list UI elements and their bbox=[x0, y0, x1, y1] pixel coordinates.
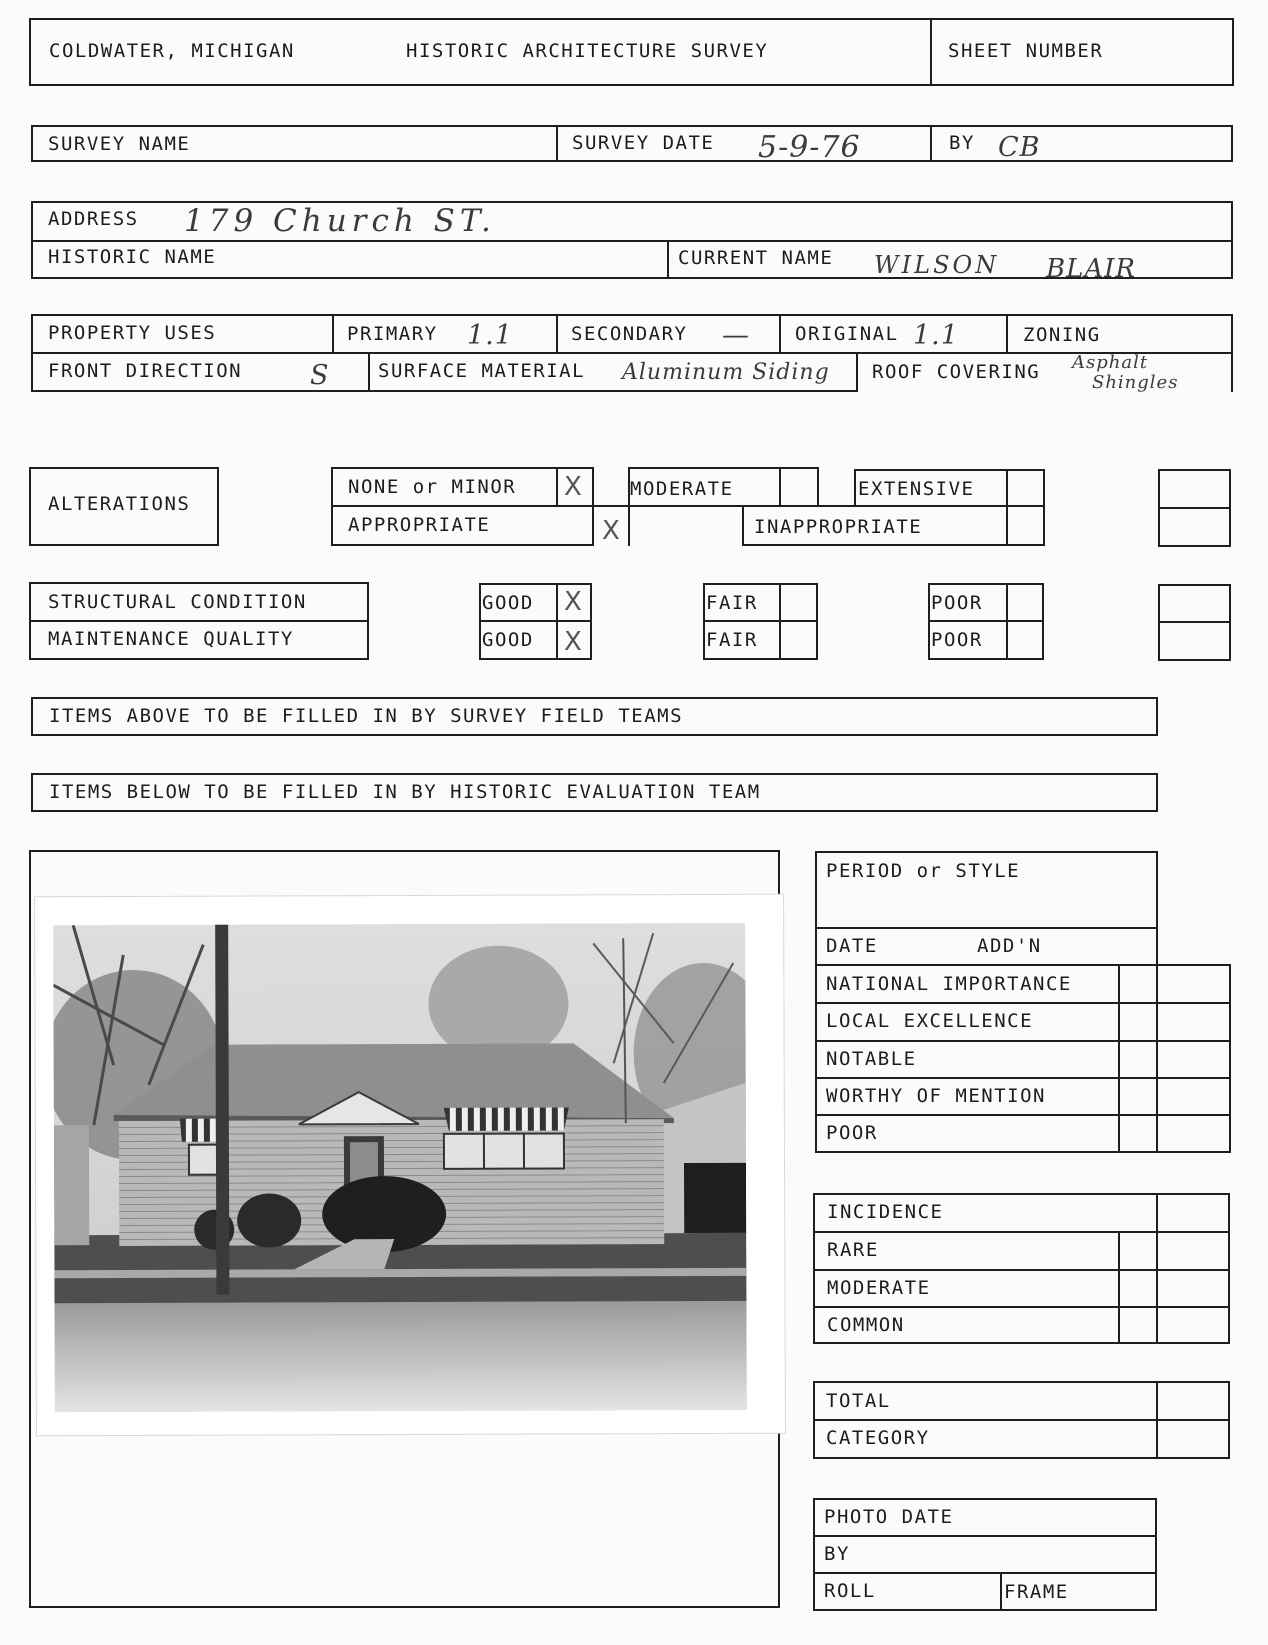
condition-evaluation-divider bbox=[1158, 621, 1231, 623]
extensive-check-right bbox=[1043, 469, 1045, 546]
alterations-check-right bbox=[592, 467, 594, 546]
totals-divider bbox=[813, 1419, 1230, 1421]
survey-divider-1 bbox=[556, 125, 558, 162]
address-left-edge bbox=[31, 201, 33, 279]
total-label: TOTAL bbox=[826, 1390, 891, 1412]
notes-below-top bbox=[31, 773, 1158, 775]
eval-line-4 bbox=[815, 1077, 1231, 1079]
eval-right-edge bbox=[1229, 964, 1231, 1153]
alterations-check-left bbox=[556, 467, 558, 507]
survey-date-value: 5-9-76 bbox=[758, 130, 861, 165]
address-label: ADDRESS bbox=[48, 208, 139, 230]
alterations-bottom-line-a bbox=[331, 544, 593, 546]
roof-covering-line1: Asphalt bbox=[1072, 352, 1149, 373]
header-divider bbox=[930, 18, 932, 86]
common-label: COMMON bbox=[827, 1314, 905, 1336]
property-mid-line bbox=[31, 352, 1233, 354]
eval-line-2 bbox=[815, 1002, 1231, 1004]
address-value: 179 Church ST. bbox=[184, 203, 496, 239]
notes-below-right bbox=[1156, 773, 1158, 812]
maintenance-good-label: GOOD bbox=[482, 629, 534, 651]
notes-below-left bbox=[31, 773, 33, 812]
photo-info-line-1 bbox=[813, 1535, 1157, 1537]
notes-below-bottom bbox=[31, 810, 1158, 812]
secondary-value: — bbox=[722, 320, 750, 351]
category-label: CATEGORY bbox=[826, 1427, 930, 1449]
house-photo-image bbox=[53, 923, 747, 1412]
eval-mid-edge bbox=[1118, 964, 1120, 1153]
survey-divider-2 bbox=[930, 125, 932, 162]
none-minor-label: NONE or MINOR bbox=[348, 476, 517, 498]
extensive-left bbox=[854, 469, 856, 507]
appropriate-label: APPROPRIATE bbox=[348, 514, 491, 536]
alterations-left-edge bbox=[331, 467, 333, 546]
none-minor-mark: X bbox=[564, 472, 582, 502]
moderate-incidence-label: MODERATE bbox=[827, 1277, 931, 1299]
structural-good-label: GOOD bbox=[482, 592, 534, 614]
alterations-bottom-line-b bbox=[742, 544, 1044, 546]
building-photo bbox=[35, 895, 785, 1436]
notes-above-text: ITEMS ABOVE TO BE FILLED IN BY SURVEY FIELD TEAMS bbox=[49, 705, 684, 727]
maintenance-quality-label: MAINTENANCE QUALITY bbox=[48, 628, 294, 650]
alterations-top-line-c bbox=[854, 469, 1044, 471]
good-divider bbox=[479, 620, 592, 622]
front-direction-label: FRONT DIRECTION bbox=[48, 360, 243, 382]
incidence-line-3 bbox=[813, 1306, 1230, 1308]
surveyor-value: CB bbox=[998, 132, 1041, 163]
incidence-mid-edge-2 bbox=[1156, 1193, 1158, 1343]
eval-line-1 bbox=[815, 964, 1231, 966]
property-divider-6 bbox=[856, 352, 858, 392]
roll-label: ROLL bbox=[824, 1580, 876, 1602]
alterations-evaluation-divider bbox=[1158, 507, 1231, 509]
incidence-label: INCIDENCE bbox=[827, 1201, 944, 1223]
worthy-of-mention-label: WORTHY OF MENTION bbox=[826, 1085, 1046, 1107]
eval-line-5 bbox=[815, 1114, 1231, 1116]
address-right-edge bbox=[1231, 201, 1233, 279]
incidence-mid-edge bbox=[1118, 1231, 1120, 1343]
structural-fair-label: FAIR bbox=[706, 592, 758, 614]
frame-label: FRAME bbox=[1004, 1581, 1069, 1603]
surveyor-label: BY bbox=[949, 132, 975, 154]
property-bottom-line bbox=[31, 390, 856, 392]
rare-label: RARE bbox=[827, 1239, 879, 1261]
address-divider bbox=[667, 240, 669, 278]
moderate-check-left bbox=[779, 467, 781, 507]
property-divider-5 bbox=[368, 352, 370, 392]
original-label: ORIGINAL bbox=[795, 323, 899, 345]
addn-label: ADD'N bbox=[977, 935, 1042, 957]
property-divider-3 bbox=[779, 314, 781, 352]
property-right-edge bbox=[1231, 314, 1233, 392]
secondary-label: SECONDARY bbox=[571, 323, 688, 345]
notes-above-bottom bbox=[31, 734, 1158, 736]
alterations-top-line-b bbox=[628, 467, 818, 469]
property-uses-label: PROPERTY USES bbox=[48, 322, 217, 344]
structural-poor-label: POOR bbox=[931, 592, 983, 614]
maintenance-poor-label: POOR bbox=[931, 629, 983, 651]
roof-covering-line2: Shingles bbox=[1092, 372, 1179, 393]
property-divider-1 bbox=[332, 314, 334, 352]
national-importance-label: NATIONAL IMPORTANCE bbox=[826, 973, 1072, 995]
maintenance-good-mark: X bbox=[564, 627, 582, 657]
structural-condition-label: STRUCTURAL CONDITION bbox=[48, 591, 307, 613]
property-divider-2 bbox=[556, 314, 558, 352]
surface-material-label: SURFACE MATERIAL bbox=[378, 360, 586, 382]
eval-line-3 bbox=[815, 1040, 1231, 1042]
extensive-check-left bbox=[1006, 469, 1008, 546]
sheet-number-label: SHEET NUMBER bbox=[948, 40, 1104, 62]
notes-above-top bbox=[31, 697, 1158, 699]
alterations-mid-line bbox=[331, 505, 1044, 507]
property-top-line bbox=[31, 314, 1233, 316]
poor-check-line bbox=[1006, 583, 1008, 660]
property-divider-4 bbox=[1006, 314, 1008, 352]
alterations-label: ALTERATIONS bbox=[48, 493, 191, 515]
photo-date-label: PHOTO DATE bbox=[824, 1506, 954, 1528]
notable-label: NOTABLE bbox=[826, 1048, 917, 1070]
survey-top-line bbox=[31, 125, 1233, 127]
period-style-label: PERIOD or STYLE bbox=[826, 860, 1021, 882]
notes-above-left bbox=[31, 697, 33, 736]
property-left-edge bbox=[31, 314, 33, 392]
original-value: 1.1 bbox=[913, 320, 959, 351]
survey-date-label: SURVEY DATE bbox=[572, 132, 715, 154]
fair-check-line bbox=[779, 583, 781, 660]
survey-left-edge bbox=[31, 125, 33, 162]
local-excellence-label: LOCAL EXCELLENCE bbox=[826, 1010, 1034, 1032]
moderate-check-right bbox=[817, 467, 819, 507]
historic-name-label: HISTORIC NAME bbox=[48, 246, 217, 268]
structural-good-mark: X bbox=[564, 587, 582, 617]
photo-by-label: BY bbox=[824, 1543, 850, 1565]
inappropriate-label: INAPPROPRIATE bbox=[754, 516, 923, 538]
current-name-first: WILSON bbox=[874, 251, 1000, 279]
appropriate-mark: X bbox=[602, 516, 620, 546]
photo-info-line-2 bbox=[813, 1572, 1157, 1574]
current-name-label: CURRENT NAME bbox=[678, 247, 834, 269]
front-direction-value: S bbox=[310, 360, 330, 391]
surface-material-value: Aluminum Siding bbox=[622, 360, 830, 385]
current-name-last: BLAIR bbox=[1046, 254, 1136, 284]
totals-value-edge bbox=[1156, 1381, 1158, 1459]
city-label: COLDWATER, MICHIGAN bbox=[49, 40, 295, 62]
fair-divider bbox=[703, 620, 818, 622]
form-title: HISTORIC ARCHITECTURE SURVEY bbox=[406, 40, 769, 62]
extensive-label: EXTENSIVE bbox=[858, 478, 975, 500]
primary-value: 1.1 bbox=[467, 320, 513, 351]
survey-name-label: SURVEY NAME bbox=[48, 133, 191, 155]
survey-bottom-line bbox=[31, 160, 1233, 162]
poor-divider bbox=[928, 620, 1044, 622]
moderate-label: MODERATE bbox=[630, 478, 734, 500]
notes-above-right bbox=[1156, 697, 1158, 736]
roof-covering-label: ROOF COVERING bbox=[872, 361, 1041, 383]
maintenance-fair-label: FAIR bbox=[706, 629, 758, 651]
alterations-top-line-a bbox=[331, 467, 593, 469]
notes-below-text: ITEMS BELOW TO BE FILLED IN BY HISTORIC EVALUATION TEAM bbox=[49, 781, 761, 803]
eval-line-6 bbox=[815, 1151, 1231, 1153]
condition-label-divider bbox=[29, 620, 369, 622]
primary-label: PRIMARY bbox=[347, 323, 438, 345]
roll-frame-divider bbox=[1000, 1572, 1002, 1611]
date-label: DATE bbox=[826, 935, 878, 957]
incidence-line-1 bbox=[813, 1231, 1230, 1233]
incidence-line-2 bbox=[813, 1269, 1230, 1271]
survey-right-edge bbox=[1231, 125, 1233, 162]
good-check-line bbox=[556, 583, 558, 660]
inappropriate-left bbox=[742, 505, 744, 546]
address-mid-line bbox=[31, 240, 1233, 242]
poor-label: POOR bbox=[826, 1122, 878, 1144]
zoning-label: ZONING bbox=[1023, 324, 1101, 346]
